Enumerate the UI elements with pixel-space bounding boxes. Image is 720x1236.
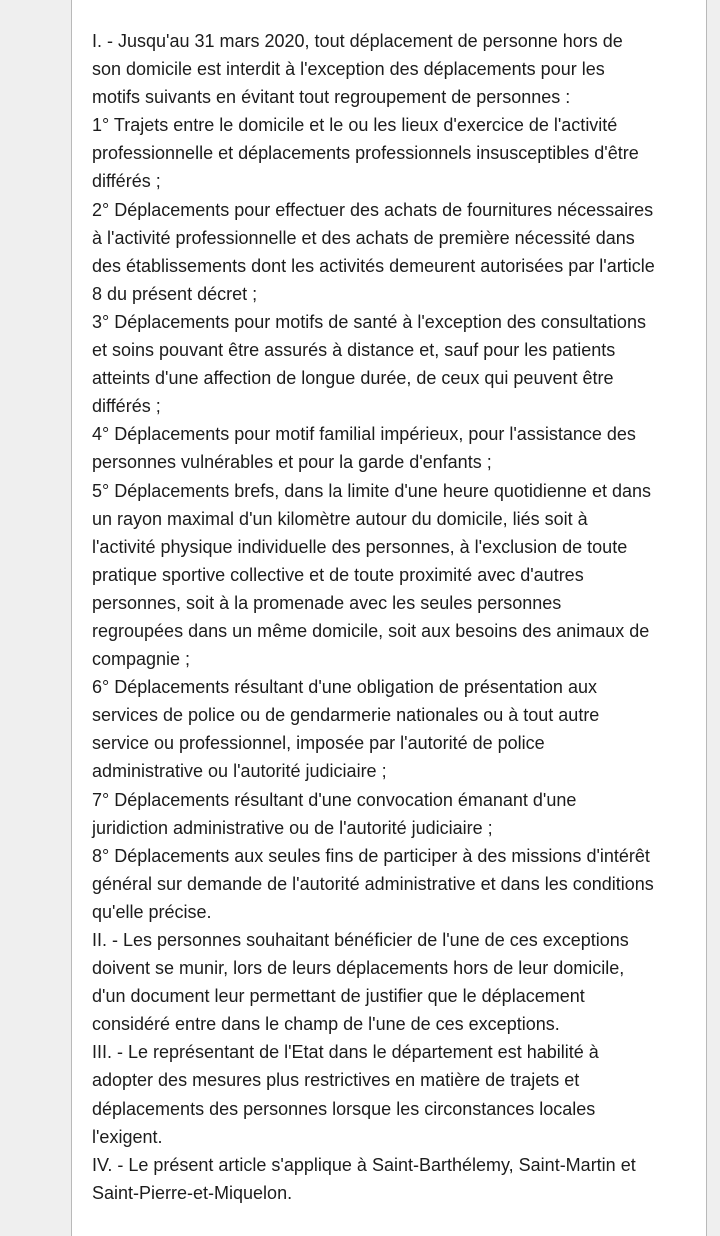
text-line: atteints d'une affection de longue durée, de ceux qui peuvent être — [92, 368, 614, 389]
text-line: IV. - Le présent article s'applique à Saint-Barthélemy, Saint-Martin et — [92, 1154, 636, 1175]
text-line: différés ; — [92, 171, 161, 192]
text-line: II. - Les personnes souhaitant bénéficier de l'une de ces exceptions — [92, 930, 629, 950]
text-line: personnes vulnérables et pour la garde d'enfants ; — [92, 452, 492, 473]
text-line: pratique sportive collective et de toute proximité avec d'autres — [92, 564, 584, 585]
text-line: qu'elle précise. — [92, 901, 212, 922]
document-page — [71, 0, 707, 1236]
text-line: 6° Déplacements résultant d'une obligation de présentation aux — [92, 677, 597, 698]
text-line: à l'activité professionnelle et des achats de première nécessité dans — [92, 227, 635, 248]
text-line: personnes, soit à la promenade avec les seules personnes — [92, 592, 562, 613]
text-line: I. - Jusqu'au 31 mars 2020, tout déplacement de personne hors de — [92, 31, 623, 51]
text-line: l'activité physique individuelle des personnes, à l'exclusion de toute — [92, 536, 628, 557]
text-line: des établissements dont les activités demeurent autorisées par l'article — [92, 255, 655, 276]
text-line: général sur demande de l'autorité administrative et dans les conditions — [92, 873, 654, 894]
text-line: et soins pouvant être assurés à distance et, sauf pour les patients — [92, 340, 616, 361]
text-line: d'un document leur permettant de justifier que le déplacement — [92, 986, 585, 1007]
text-line: 7° Déplacements résultant d'une convocation émanant d'une — [92, 789, 577, 810]
text-line: motifs suivants en évitant tout regroupement de personnes : — [92, 87, 571, 108]
text-line: 2° Déplacements pour effectuer des achats de fournitures nécessaires — [92, 199, 654, 220]
text-line: III. - Le représentant de l'Etat dans le département est habilité à — [92, 1042, 599, 1063]
text-line: son domicile est interdit à l'exception des déplacements pour les — [92, 59, 605, 80]
text-line: 1° Trajets entre le domicile et le ou les lieux d'exercice de l'activité — [92, 115, 618, 136]
text-line: différés ; — [92, 396, 161, 417]
text-line: l'exigent. — [92, 1126, 163, 1147]
text-line: juridiction administrative ou de l'autorité judiciaire ; — [92, 817, 493, 838]
text-line: 8° Déplacements aux seules fins de participer à des missions d'intérêt — [92, 845, 650, 866]
text-line: professionnelle et déplacements professionnels insusceptibles d'être — [92, 143, 639, 164]
text-line: doivent se munir, lors de leurs déplacements hors de leur domicile, — [92, 958, 625, 979]
text-line: Saint-Pierre-et-Miquelon. — [92, 1182, 293, 1203]
text-line: 3° Déplacements pour motifs de santé à l'exception des consultations — [92, 311, 646, 332]
text-line: regroupées dans un même domicile, soit aux besoins des animaux de — [92, 620, 650, 641]
text-line: 4° Déplacements pour motif familial impérieux, pour l'assistance des — [92, 424, 636, 445]
text-line: compagnie ; — [92, 649, 191, 670]
text-line: 5° Déplacements brefs, dans la limite d'une heure quotidienne et dans — [92, 480, 651, 501]
text-line: administrative ou l'autorité judiciaire ; — [92, 761, 387, 782]
text-line: 8 du présent décret ; — [92, 283, 258, 304]
text-line: service ou professionnel, imposée par l'autorité de police — [92, 733, 545, 754]
text-line: déplacements des personnes lorsque les circonstances locales — [92, 1098, 596, 1119]
text-line: adopter des mesures plus restrictives en matière de trajets et — [92, 1070, 580, 1091]
text-line: considéré entre dans le champ de l'une de ces exceptions. — [92, 1014, 560, 1035]
text-line: un rayon maximal d'un kilomètre autour du domicile, liés soit à — [92, 508, 588, 529]
text-line: services de police ou de gendarmerie nationales ou à tout autre — [92, 705, 600, 726]
article-text — [92, 27, 704, 1207]
